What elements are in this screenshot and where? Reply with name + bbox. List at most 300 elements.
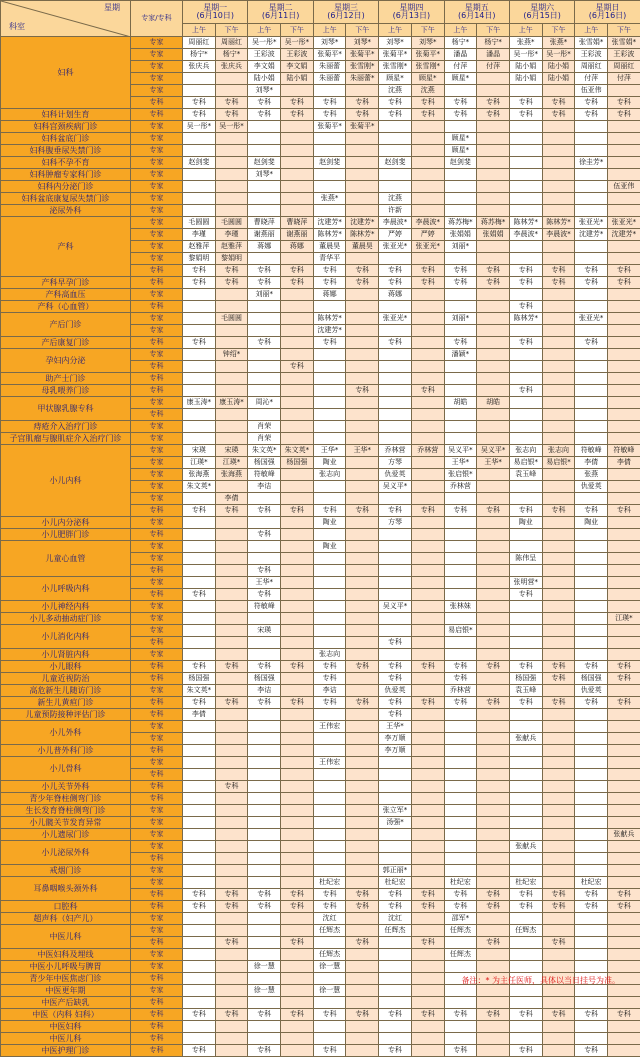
doctor-cell <box>411 301 444 313</box>
doctor-cell <box>411 121 444 133</box>
doctor-cell: 专科 <box>477 661 510 673</box>
doctor-cell <box>542 541 575 553</box>
doctor-cell: 专科 <box>411 97 444 109</box>
doctor-cell: 王华* <box>248 577 281 589</box>
clinic-type-cell: 专科 <box>131 1009 183 1021</box>
doctor-cell: 专科 <box>313 337 346 349</box>
doctor-cell <box>248 517 281 529</box>
doctor-cell: 专科 <box>444 1045 477 1057</box>
doctor-cell: 专科 <box>313 661 346 673</box>
doctor-cell <box>379 397 412 409</box>
doctor-cell: 专科 <box>411 661 444 673</box>
half-day-pm: 下午 <box>542 24 575 37</box>
doctor-cell: 毛圆圆 <box>183 217 216 229</box>
doctor-cell <box>183 877 216 889</box>
schedule-row <box>1 541 640 553</box>
doctor-cell <box>248 793 281 805</box>
department-cell: 产科高血压 <box>1 289 131 301</box>
doctor-cell <box>281 313 314 325</box>
doctor-cell: 王华* <box>477 457 510 469</box>
doctor-cell <box>444 433 477 445</box>
doctor-cell: 专科 <box>248 277 281 289</box>
doctor-cell <box>444 937 477 949</box>
doctor-cell <box>608 133 640 145</box>
doctor-cell <box>575 253 608 265</box>
doctor-cell <box>346 853 379 865</box>
doctor-cell <box>411 829 444 841</box>
doctor-cell: 潘颖* <box>444 349 477 361</box>
doctor-cell <box>215 877 248 889</box>
doctor-cell <box>608 541 640 553</box>
doctor-cell: 专科 <box>215 781 248 793</box>
doctor-cell <box>575 541 608 553</box>
doctor-cell <box>346 289 379 301</box>
doctor-cell <box>608 997 640 1009</box>
doctor-cell: 专科 <box>542 889 575 901</box>
doctor-cell: 杨国强 <box>248 457 281 469</box>
doctor-cell: 沈建芳* <box>313 325 346 337</box>
doctor-cell: 江瑛* <box>215 457 248 469</box>
schedule-row <box>1 301 640 313</box>
department-cell: 妇科腹垂尿失禁门诊 <box>1 145 131 157</box>
doctor-cell <box>248 313 281 325</box>
doctor-cell <box>379 853 412 865</box>
doctor-cell <box>379 793 412 805</box>
doctor-cell <box>346 913 379 925</box>
doctor-cell: 专科 <box>248 1009 281 1021</box>
doctor-cell <box>379 121 412 133</box>
doctor-cell: 张献兵 <box>509 841 542 853</box>
doctor-cell <box>575 1021 608 1033</box>
doctor-cell <box>281 589 314 601</box>
doctor-cell <box>248 853 281 865</box>
doctor-cell: 李瑾 <box>183 229 216 241</box>
doctor-cell <box>281 961 314 973</box>
doctor-cell: 王伟宏 <box>313 721 346 733</box>
doctor-cell <box>346 181 379 193</box>
doctor-cell <box>411 685 444 697</box>
doctor-cell <box>575 385 608 397</box>
doctor-cell: 张亚光* <box>608 217 640 229</box>
doctor-cell <box>575 841 608 853</box>
doctor-cell <box>183 865 216 877</box>
doctor-cell: 刘琴* <box>248 169 281 181</box>
clinic-type-cell: 专家 <box>131 481 183 493</box>
doctor-cell: 专科 <box>477 97 510 109</box>
doctor-cell: 专科 <box>379 265 412 277</box>
doctor-cell <box>444 997 477 1009</box>
doctor-cell <box>542 721 575 733</box>
doctor-cell <box>313 997 346 1009</box>
doctor-cell <box>477 553 510 565</box>
schedule-row <box>1 313 640 325</box>
clinic-type-cell: 专科 <box>131 637 183 649</box>
doctor-cell: 专科 <box>313 889 346 901</box>
doctor-cell <box>215 1033 248 1045</box>
doctor-cell <box>313 781 346 793</box>
doctor-cell <box>608 373 640 385</box>
doctor-cell <box>281 433 314 445</box>
doctor-cell <box>281 337 314 349</box>
doctor-cell <box>313 481 346 493</box>
doctor-cell <box>281 205 314 217</box>
doctor-cell <box>608 865 640 877</box>
doctor-cell: 杜纪宏 <box>575 877 608 889</box>
doctor-cell <box>477 517 510 529</box>
doctor-cell <box>477 193 510 205</box>
clinic-type-cell: 专家 <box>131 949 183 961</box>
doctor-cell <box>215 1045 248 1057</box>
doctor-cell <box>509 913 542 925</box>
doctor-cell <box>215 853 248 865</box>
doctor-cell <box>183 517 216 529</box>
department-cell: 妇科 <box>1 37 131 109</box>
footer-note: 备注：* 为主任医师，具体以当日挂号为准。 <box>0 974 640 988</box>
doctor-cell: 宋瑛 <box>183 445 216 457</box>
doctor-cell <box>183 961 216 973</box>
doctor-cell <box>183 757 216 769</box>
doctor-cell <box>444 193 477 205</box>
doctor-cell <box>444 205 477 217</box>
doctor-cell: 赵雅萍 <box>183 241 216 253</box>
doctor-cell <box>444 781 477 793</box>
doctor-cell <box>281 913 314 925</box>
clinic-type-cell: 专科 <box>131 745 183 757</box>
doctor-cell <box>379 361 412 373</box>
schedule-row <box>1 433 640 445</box>
doctor-cell <box>575 565 608 577</box>
doctor-cell <box>346 601 379 613</box>
clinic-type-cell: 专家 <box>131 421 183 433</box>
doctor-cell: 张菊平* <box>313 49 346 61</box>
doctor-cell <box>313 793 346 805</box>
doctor-cell <box>346 1033 379 1045</box>
doctor-cell <box>379 529 412 541</box>
department-cell: 妇科计划生育 <box>1 109 131 121</box>
doctor-cell <box>346 781 379 793</box>
department-cell: 痔疮介入治疗门诊 <box>1 421 131 433</box>
schedule-row <box>1 1033 640 1045</box>
doctor-cell <box>248 721 281 733</box>
doctor-cell <box>509 949 542 961</box>
department-cell: 妇科盆底康复尿失禁门诊 <box>1 193 131 205</box>
doctor-cell: 专科 <box>608 673 640 685</box>
doctor-cell <box>477 805 510 817</box>
doctor-cell <box>379 409 412 421</box>
doctor-cell <box>346 361 379 373</box>
doctor-cell <box>215 133 248 145</box>
doctor-cell <box>346 169 379 181</box>
doctor-cell: 谢燕丽 <box>281 229 314 241</box>
doctor-cell: 赵剑斐 <box>313 157 346 169</box>
doctor-cell <box>477 877 510 889</box>
doctor-cell <box>281 289 314 301</box>
doctor-cell <box>281 709 314 721</box>
doctor-cell: 张立军* <box>379 805 412 817</box>
doctor-cell <box>477 625 510 637</box>
doctor-cell <box>281 745 314 757</box>
doctor-cell <box>509 637 542 649</box>
doctor-cell: 沈燕 <box>411 85 444 97</box>
doctor-cell: 李晨波* <box>411 217 444 229</box>
doctor-cell: 专科 <box>215 661 248 673</box>
schedule-row <box>1 613 640 625</box>
doctor-cell <box>509 781 542 793</box>
doctor-cell: 专科 <box>608 505 640 517</box>
doctor-cell <box>248 253 281 265</box>
schedule-row <box>1 385 640 397</box>
doctor-cell <box>542 325 575 337</box>
doctor-cell: 王华* <box>346 445 379 457</box>
doctor-cell <box>346 457 379 469</box>
doctor-cell <box>281 1045 314 1057</box>
doctor-cell <box>542 781 575 793</box>
half-day-am: 上午 <box>509 24 542 37</box>
doctor-cell <box>281 757 314 769</box>
doctor-cell: 赵剑斐 <box>379 157 412 169</box>
doctor-cell <box>346 145 379 157</box>
doctor-cell <box>411 193 444 205</box>
doctor-cell <box>215 373 248 385</box>
clinic-type-cell: 专科 <box>131 385 183 397</box>
doctor-cell <box>346 529 379 541</box>
doctor-cell <box>183 997 216 1009</box>
doctor-cell <box>215 193 248 205</box>
doctor-cell: 李万顺 <box>379 745 412 757</box>
doctor-cell: 专科 <box>477 505 510 517</box>
doctor-cell: 沈红 <box>379 913 412 925</box>
doctor-cell: 沈燕 <box>379 193 412 205</box>
doctor-cell <box>346 517 379 529</box>
day-name: 星期六 <box>510 4 574 12</box>
doctor-cell <box>183 853 216 865</box>
doctor-cell: 李晨波* <box>542 229 575 241</box>
doctor-cell <box>542 145 575 157</box>
doctor-cell <box>411 1045 444 1057</box>
doctor-cell: 任辉杰 <box>313 925 346 937</box>
doctor-cell: 顾星* <box>444 133 477 145</box>
doctor-cell: 胡皓 <box>444 397 477 409</box>
half-day-pm: 下午 <box>281 24 314 37</box>
doctor-cell <box>346 433 379 445</box>
doctor-cell: 专科 <box>346 277 379 289</box>
doctor-cell: 任辉杰 <box>444 949 477 961</box>
day-date: (6月14日) <box>445 12 509 20</box>
doctor-cell <box>346 949 379 961</box>
doctor-cell: 专科 <box>313 901 346 913</box>
doctor-cell: 专科 <box>509 301 542 313</box>
doctor-cell: 张菊平* <box>379 49 412 61</box>
department-cell: 产科 <box>1 217 131 277</box>
doctor-cell <box>183 781 216 793</box>
doctor-cell <box>313 397 346 409</box>
doctor-cell <box>411 517 444 529</box>
doctor-cell: 严婷 <box>379 229 412 241</box>
doctor-cell <box>379 1033 412 1045</box>
department-cell: 口腔科 <box>1 901 131 913</box>
doctor-cell <box>379 829 412 841</box>
doctor-cell: 张亚光* <box>575 313 608 325</box>
doctor-cell: 专科 <box>608 265 640 277</box>
doctor-cell: 专科 <box>411 109 444 121</box>
doctor-cell: 陶业 <box>575 517 608 529</box>
doctor-cell: 专科 <box>313 109 346 121</box>
doctor-cell: 专科 <box>608 901 640 913</box>
doctor-cell: 顾星* <box>444 73 477 85</box>
clinic-type-cell: 专家 <box>131 913 183 925</box>
doctor-cell <box>575 913 608 925</box>
doctor-cell: 张亚光* <box>379 241 412 253</box>
doctor-cell <box>444 565 477 577</box>
doctor-cell <box>215 817 248 829</box>
clinic-type-cell: 专家 <box>131 553 183 565</box>
schedule-row <box>1 109 640 121</box>
doctor-cell <box>477 949 510 961</box>
doctor-cell <box>248 781 281 793</box>
doctor-cell: 专科 <box>542 265 575 277</box>
doctor-cell: 王彩波 <box>248 49 281 61</box>
half-day-am: 上午 <box>575 24 608 37</box>
doctor-cell <box>346 85 379 97</box>
doctor-cell <box>608 421 640 433</box>
doctor-cell: 专科 <box>444 505 477 517</box>
doctor-cell <box>281 529 314 541</box>
clinic-type-cell: 专科 <box>131 709 183 721</box>
doctor-cell: 沈建芳* <box>313 217 346 229</box>
doctor-cell <box>248 325 281 337</box>
doctor-cell <box>183 805 216 817</box>
doctor-cell <box>346 733 379 745</box>
doctor-cell <box>346 397 379 409</box>
doctor-cell <box>542 637 575 649</box>
doctor-cell <box>183 829 216 841</box>
doctor-cell <box>444 721 477 733</box>
doctor-cell <box>477 565 510 577</box>
doctor-cell <box>608 841 640 853</box>
doctor-cell <box>542 469 575 481</box>
doctor-cell: 陆小娟 <box>542 61 575 73</box>
doctor-cell <box>608 1045 640 1057</box>
doctor-cell <box>444 745 477 757</box>
doctor-cell <box>281 829 314 841</box>
doctor-cell <box>575 301 608 313</box>
doctor-cell <box>183 949 216 961</box>
doctor-cell <box>542 253 575 265</box>
doctor-cell <box>183 325 216 337</box>
doctor-cell <box>313 493 346 505</box>
clinic-type-cell: 专家 <box>131 217 183 229</box>
clinic-type-cell: 专家 <box>131 433 183 445</box>
doctor-cell <box>608 649 640 661</box>
schedule-row <box>1 397 640 409</box>
doctor-cell: 专科 <box>444 97 477 109</box>
doctor-cell <box>379 589 412 601</box>
doctor-cell <box>346 757 379 769</box>
doctor-cell: 专科 <box>281 97 314 109</box>
doctor-cell <box>575 169 608 181</box>
doctor-cell <box>346 1045 379 1057</box>
doctor-cell <box>248 553 281 565</box>
day-name: 星期五 <box>445 4 509 12</box>
doctor-cell <box>281 841 314 853</box>
doctor-cell: 徐一慧 <box>313 985 346 997</box>
schedule-row <box>1 169 640 181</box>
doctor-cell <box>608 913 640 925</box>
doctor-cell <box>542 1033 575 1045</box>
doctor-cell <box>411 601 444 613</box>
clinic-type-cell: 专家 <box>131 457 183 469</box>
doctor-cell: 专科 <box>346 1009 379 1021</box>
department-cell: 青少年中医焦虑门诊 <box>1 973 131 985</box>
doctor-cell <box>509 169 542 181</box>
doctor-cell: 徐一慧 <box>248 961 281 973</box>
schedule-row <box>1 625 640 637</box>
doctor-cell <box>313 529 346 541</box>
doctor-cell: 符敏峰 <box>575 445 608 457</box>
doctor-cell <box>477 997 510 1009</box>
doctor-cell <box>281 781 314 793</box>
doctor-cell <box>281 481 314 493</box>
clinic-type-cell: 专家 <box>131 229 183 241</box>
half-day-pm: 下午 <box>346 24 379 37</box>
schedule-row <box>1 577 640 589</box>
doctor-cell: 专科 <box>477 109 510 121</box>
doctor-cell <box>281 1021 314 1033</box>
doctor-cell <box>608 157 640 169</box>
doctor-cell <box>411 289 444 301</box>
doctor-cell: 胡皓 <box>477 397 510 409</box>
doctor-cell: 专科 <box>411 1009 444 1021</box>
day-date: (6月13日) <box>379 12 443 20</box>
doctor-cell <box>542 877 575 889</box>
doctor-cell <box>411 637 444 649</box>
doctor-cell: 吴义平* <box>379 481 412 493</box>
doctor-cell: 杨宁* <box>477 37 510 49</box>
doctor-cell: 袁玉峰 <box>509 685 542 697</box>
doctor-cell <box>346 481 379 493</box>
doctor-cell <box>379 649 412 661</box>
doctor-cell <box>542 613 575 625</box>
doctor-cell: 专科 <box>215 889 248 901</box>
doctor-cell: 专科 <box>248 109 281 121</box>
doctor-cell <box>215 289 248 301</box>
doctor-cell: 杨国强 <box>575 673 608 685</box>
clinic-type-cell: 专家 <box>131 181 183 193</box>
doctor-cell <box>248 865 281 877</box>
doctor-cell: 专科 <box>248 1045 281 1057</box>
doctor-cell: 张燕* <box>313 193 346 205</box>
doctor-cell <box>183 553 216 565</box>
department-cell: 儿童心血管 <box>1 541 131 577</box>
doctor-cell <box>509 193 542 205</box>
doctor-cell <box>411 949 444 961</box>
doctor-cell <box>542 169 575 181</box>
doctor-cell: 宋瑛 <box>248 625 281 637</box>
doctor-cell <box>281 373 314 385</box>
doctor-cell <box>313 385 346 397</box>
day-date: (6月10日) <box>183 12 247 20</box>
doctor-cell: 专科 <box>608 97 640 109</box>
department-cell: 小儿肥胖门诊 <box>1 529 131 541</box>
doctor-cell <box>281 649 314 661</box>
doctor-cell <box>411 373 444 385</box>
doctor-cell <box>313 145 346 157</box>
clinic-type-cell: 专科 <box>131 529 183 541</box>
doctor-cell <box>411 253 444 265</box>
doctor-cell <box>281 169 314 181</box>
doctor-cell <box>281 877 314 889</box>
department-cell: 小儿消化内科 <box>1 625 131 649</box>
